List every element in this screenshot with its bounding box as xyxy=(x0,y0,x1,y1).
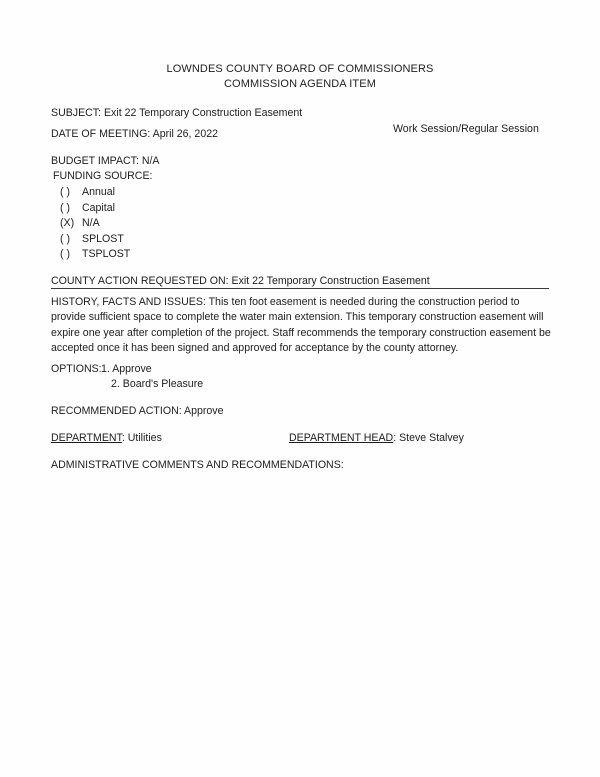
department-head-value: : Steve Stalvey xyxy=(393,432,464,444)
funding-option-splost xyxy=(60,233,124,245)
funding-source-label: FUNDING SOURCE: xyxy=(53,170,153,182)
county-action-requested: COUNTY ACTION REQUESTED ON: Exit 22 Temporary Construction Easement xyxy=(51,275,430,287)
department-field xyxy=(51,432,162,444)
options-label: OPTIONS: xyxy=(51,363,102,375)
administrative-comments: ADMINISTRATIVE COMMENTS AND RECOMMENDATIONS: xyxy=(51,459,344,471)
department-head-field xyxy=(289,432,464,444)
funding-option-label: TSPLOST xyxy=(82,248,131,260)
header-subtitle: COMMISSION AGENDA ITEM xyxy=(224,78,376,90)
funding-option-na xyxy=(60,217,100,229)
funding-option-annual xyxy=(60,186,115,198)
header-title: LOWNDES COUNTY BOARD OF COMMISSIONERS xyxy=(166,63,434,75)
section-divider xyxy=(51,288,549,289)
funding-checkbox-mark: ( ) xyxy=(60,248,70,260)
funding-checkbox-mark: ( ) xyxy=(60,233,70,245)
funding-option-label: Annual xyxy=(82,186,115,198)
funding-checkbox-mark: ( ) xyxy=(60,186,70,198)
department-head-label: DEPARTMENT HEAD xyxy=(289,432,394,444)
funding-checkbox-mark: (X) xyxy=(60,217,75,229)
funding-option-label: N/A xyxy=(82,217,100,229)
funding-option-label: SPLOST xyxy=(82,233,124,245)
history-facts-issues: HISTORY, FACTS AND ISSUES: This ten foot easement is needed during the construction period to provide sufficient space to complete the water main extension. This temporary construction easement will expire one year after completion of the project. Staff recommends the temporary construction easement be accepted once it has been signed and approved for acceptance by the county attorney. xyxy=(51,296,551,354)
subject-line: SUBJECT: Exit 22 Temporary Construction Easement xyxy=(51,107,303,119)
funding-checkbox-mark: ( ) xyxy=(60,202,70,214)
recommended-action: RECOMMENDED ACTION: Approve xyxy=(51,405,224,417)
option-item-approve: 1. Approve xyxy=(101,363,152,375)
funding-option-capital xyxy=(60,202,115,214)
option-item-boards-pleasure: 2. Board's Pleasure xyxy=(111,378,204,390)
department-label: DEPARTMENT xyxy=(51,432,122,444)
funding-option-tsplost xyxy=(60,248,130,260)
funding-option-label: Capital xyxy=(82,202,115,214)
department-value: : Utilities xyxy=(121,432,162,444)
meeting-date: DATE OF MEETING: April 26, 2022 xyxy=(51,128,219,140)
budget-impact: BUDGET IMPACT: N/A xyxy=(51,155,160,167)
session-type: Work Session/Regular Session xyxy=(393,123,539,135)
